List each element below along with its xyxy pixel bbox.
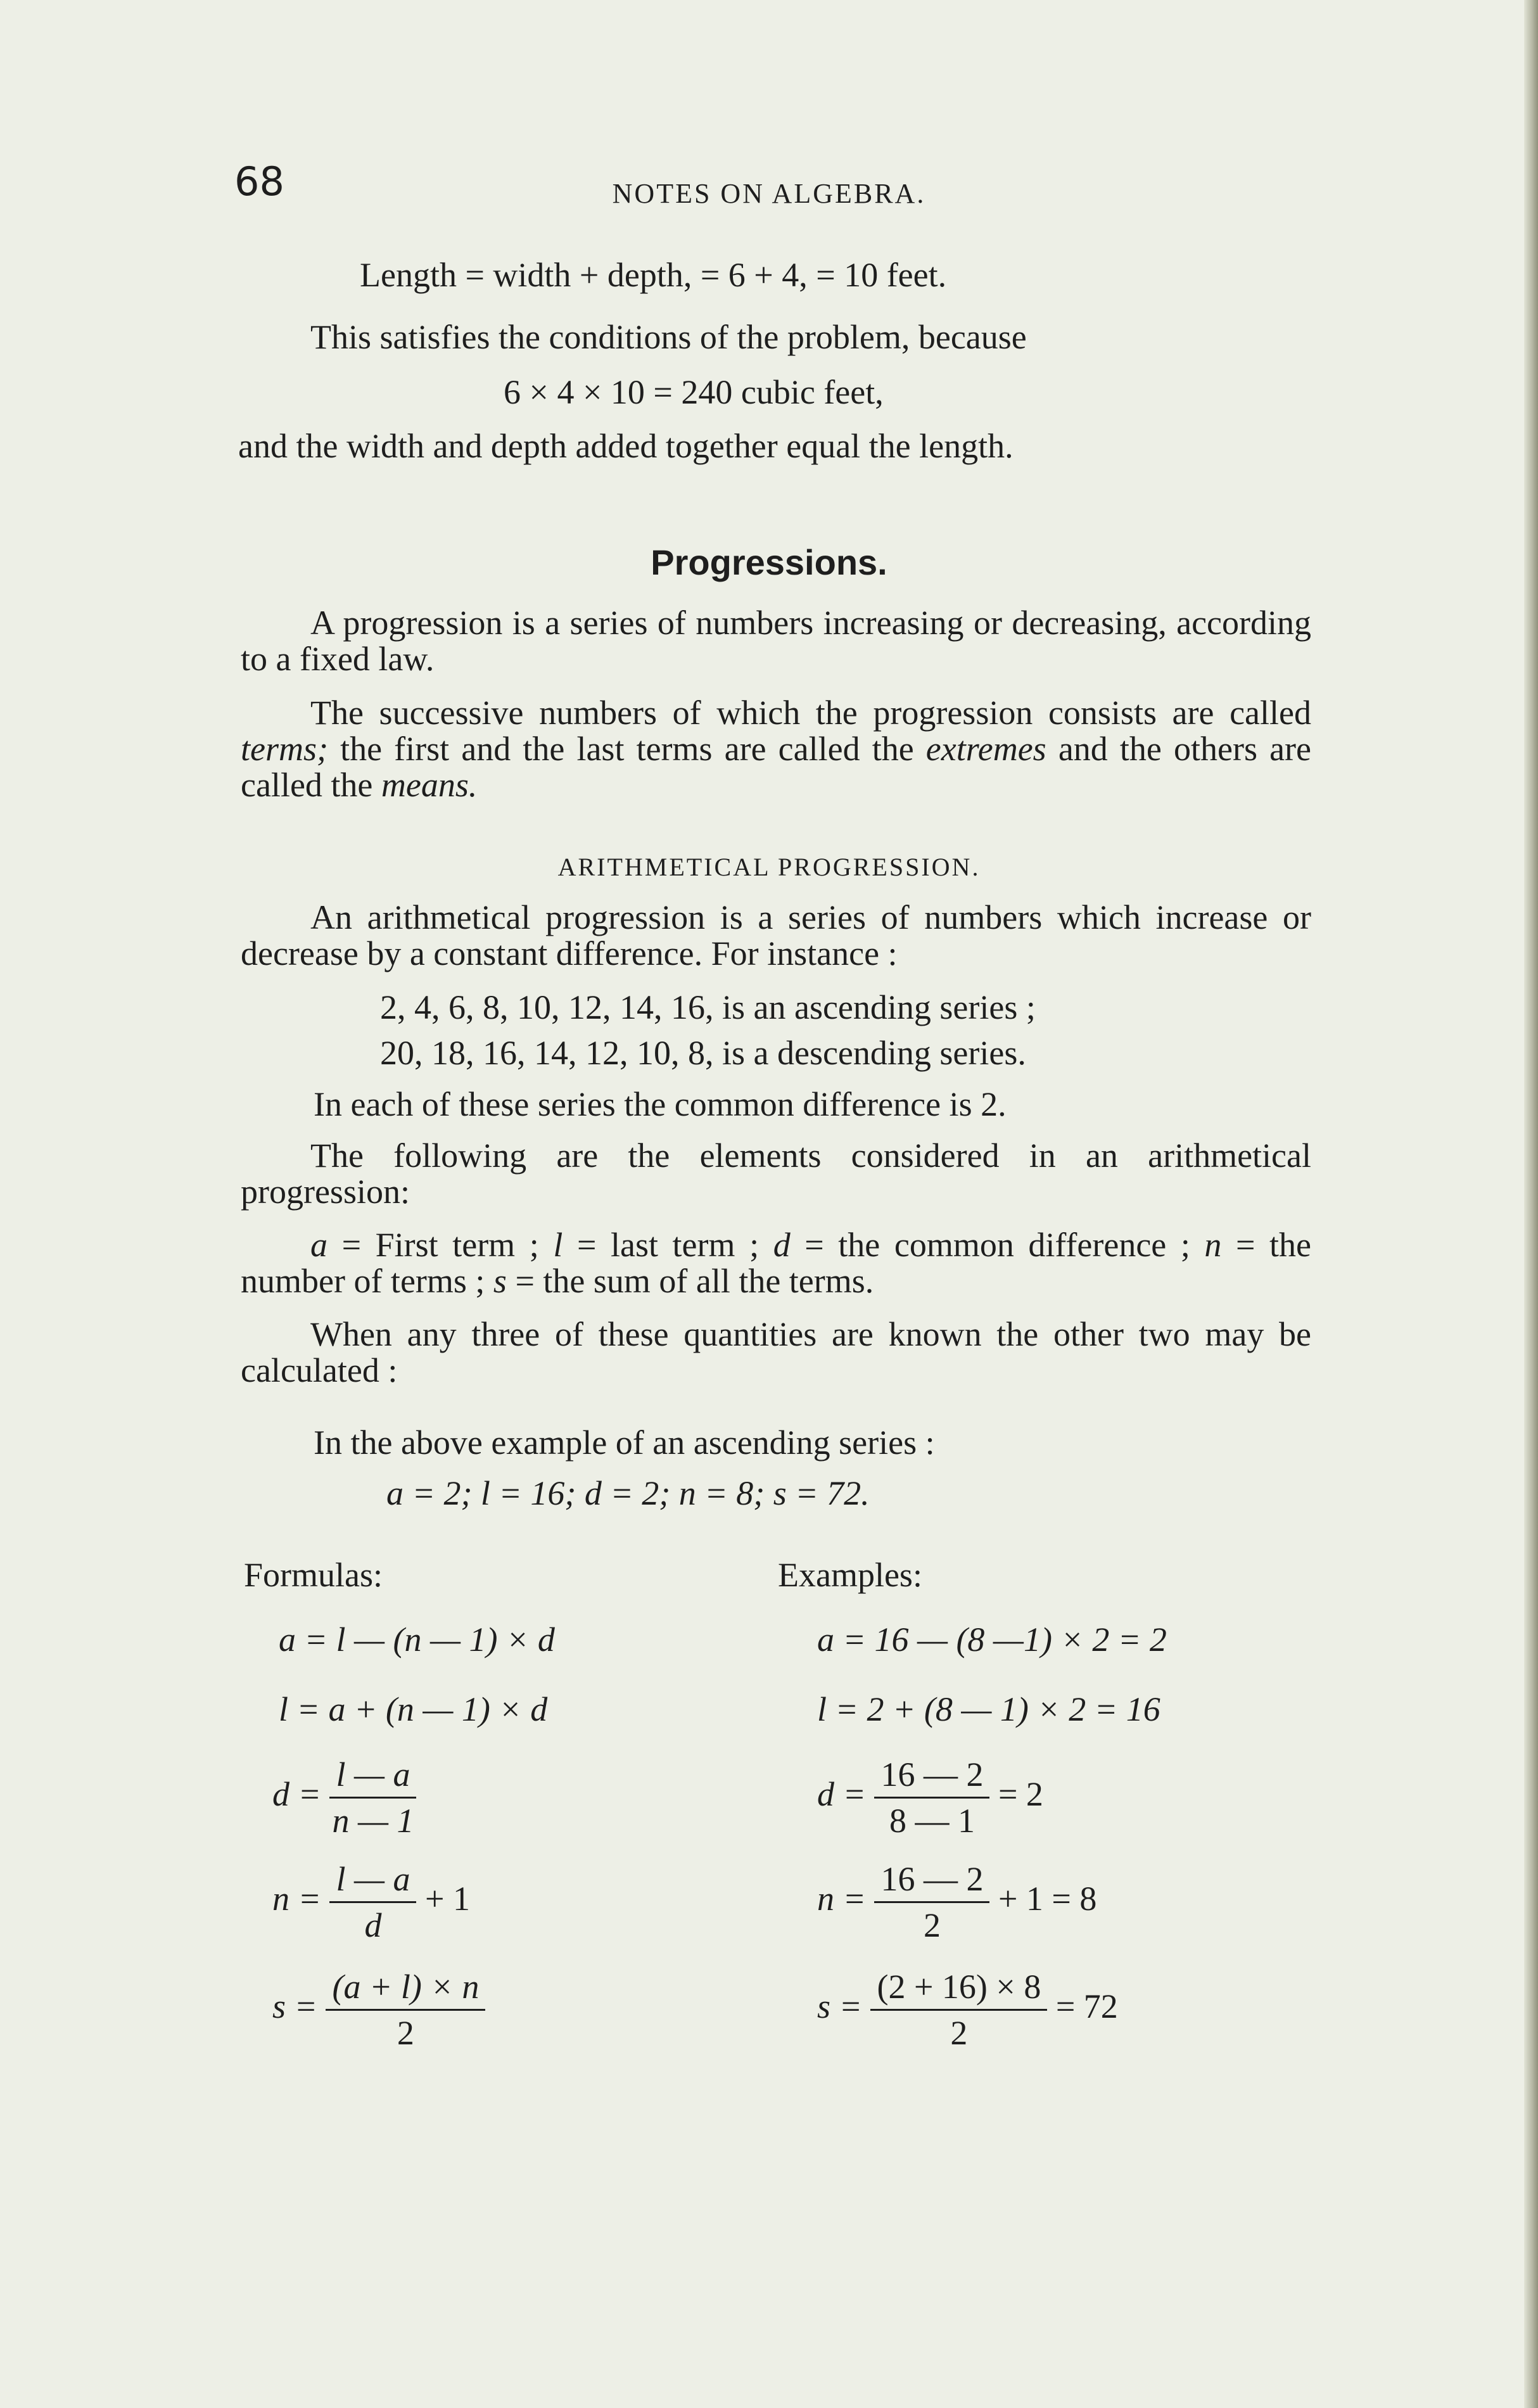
known-three-paragraph: When any three of these quantities are known the other two may be calculated : <box>241 1315 1311 1389</box>
common-difference-line: In each of these series the common difference is 2. <box>314 1085 1007 1123</box>
elements-intro: The following are the elements considered in an arithmetical progression: <box>241 1137 1311 1211</box>
example-sum: s = $\frac{(2 + 16) \times 8}{2}$ = 72 <box>817 1968 1118 2052</box>
descending-series: 20, 18, 16, 14, 12, 10, 8, is a descending series. <box>380 1034 1026 1072</box>
formula-last-term: l = a + (n — 1) × d <box>279 1690 548 1728</box>
conclusion-line: and the width and depth added together equal the length. <box>238 427 1014 465</box>
formula-difference: d = $\frac{l — a}{n — 1}$ <box>272 1755 416 1840</box>
satisfies-line: This satisfies the conditions of the problem, because <box>310 318 1027 356</box>
page-number: 68 <box>234 158 284 205</box>
example-number-of-terms: n = $\frac{16 — 2}{2}$ + 1 = 8 <box>817 1860 1097 1944</box>
terms-paragraph: The successive numbers of which the progression consists are called terms; the first and the last terms are called the extremes and the others are called the means. <box>241 694 1311 804</box>
running-title: NOTES ON ALGEBRA. <box>612 178 926 209</box>
page-edge <box>1524 0 1538 2408</box>
example-last-term: l = 2 + (8 — 1) × 2 = 16 <box>817 1690 1160 1728</box>
ascending-series: 2, 4, 6, 8, 10, 12, 14, 16, is an ascending series ; <box>380 988 1036 1026</box>
examples-label: Examples: <box>778 1556 922 1594</box>
arithmetical-heading: ARITHMETICAL PROGRESSION. <box>557 853 981 881</box>
formula-number-of-terms: n = $\frac{l — a}{d}$ + 1 <box>272 1860 470 1944</box>
example-values: a = 2; l = 16; d = 2; n = 8; s = 72. <box>386 1474 870 1512</box>
arithmetical-definition: An arithmetical progression is a series of numbers which increase or decrease by a constant difference. For instance : <box>241 898 1311 972</box>
formula-sum: s = $\frac{(a + l) \times n}{2}$ <box>272 1967 485 2053</box>
product-line: 6 × 4 × 10 = 240 cubic feet, <box>504 373 884 411</box>
progressions-heading: Progressions. <box>651 542 887 582</box>
formula-first-term: a = l — (n — 1) × d <box>279 1621 555 1659</box>
formulas-label: Formulas: <box>244 1556 383 1594</box>
element-definitions: a = First term ; l = last term ; d = the common difference ; n = the number of terms ; s = the sum of all the terms. <box>241 1226 1312 1300</box>
example-first-term: a = 16 — (8 —1) × 2 = 2 <box>817 1621 1167 1659</box>
length-line: Length = width + depth, = 6 + 4, = 10 feet. <box>360 256 947 294</box>
example-difference: d = $\frac{16 — 2}{8 — 1}$ = 2 <box>817 1755 1043 1840</box>
example-intro: In the above example of an ascending series : <box>314 1424 935 1462</box>
progression-definition: A progression is a series of numbers increasing or decreasing, according to a fixed law. <box>241 604 1311 678</box>
